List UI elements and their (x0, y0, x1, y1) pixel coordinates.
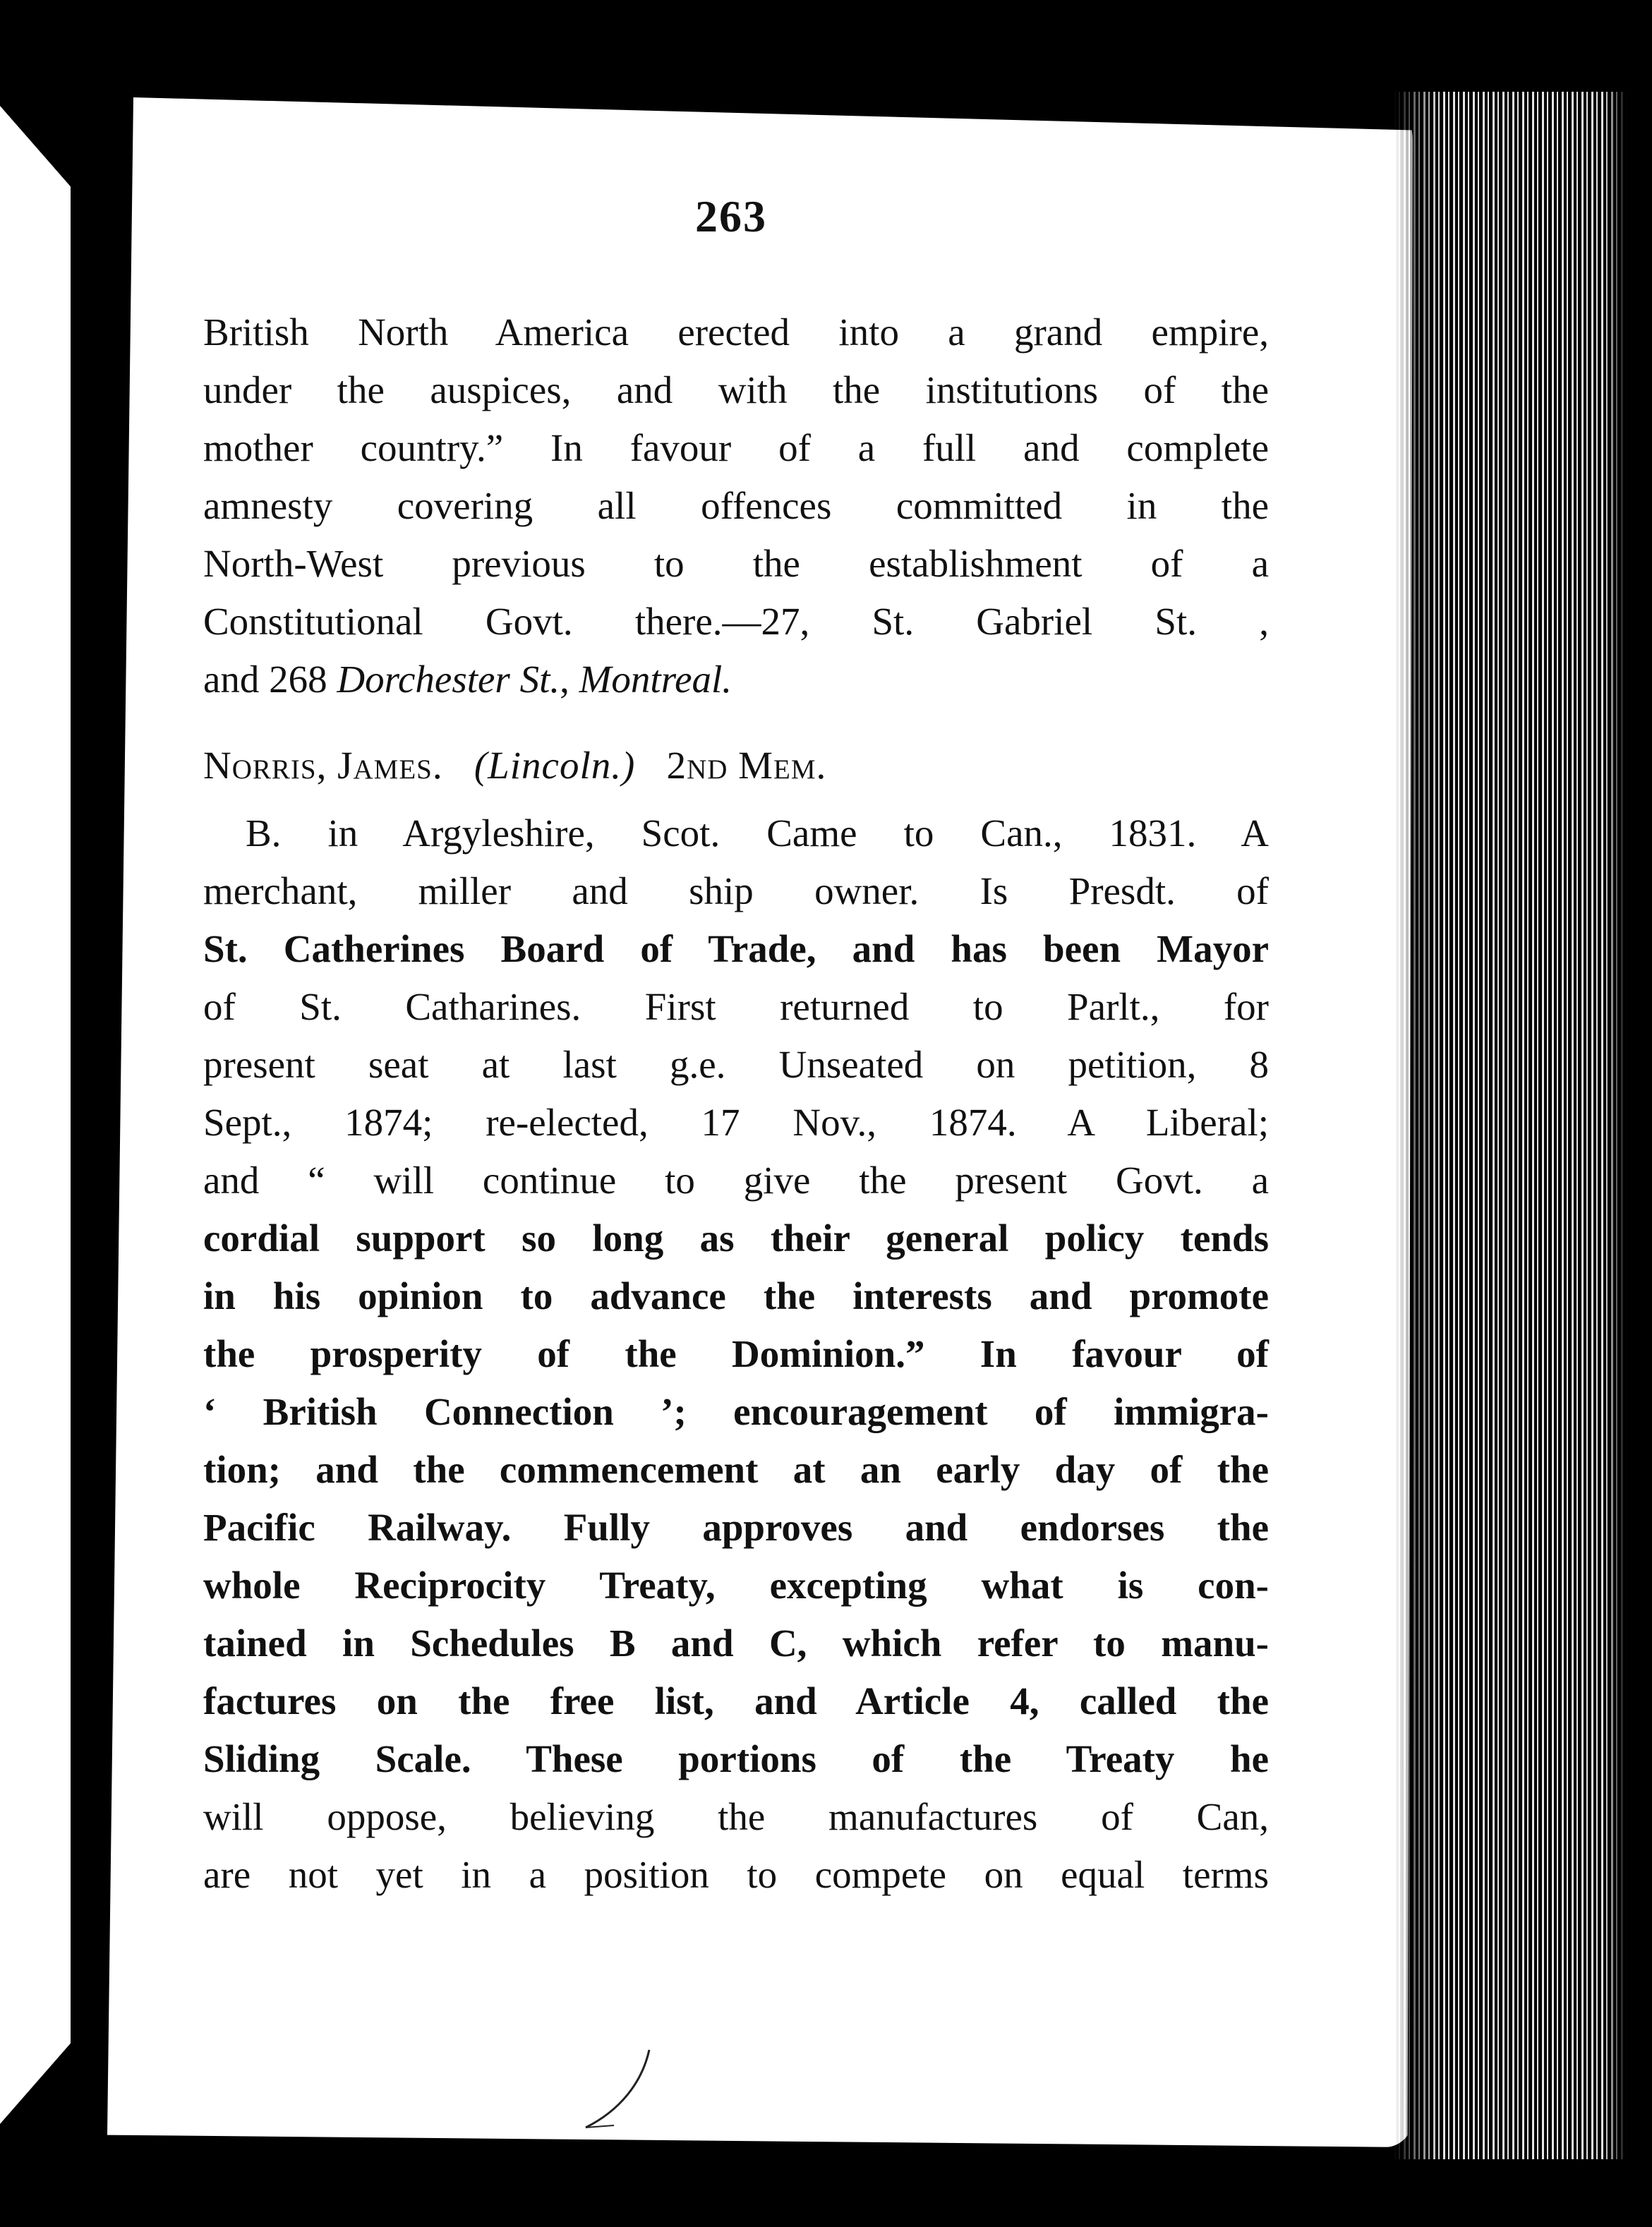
member-riding: (Lincoln.) (474, 744, 636, 787)
text-line: are not yet in a position to compete on equal terms (203, 1853, 1269, 1896)
text-line: North-West previous to the establishment of a (203, 542, 1269, 585)
address-city: Montreal. (579, 658, 732, 701)
address-prefix: and 268 (203, 658, 337, 701)
text-line: mother country.” In favour of a full and complete (203, 426, 1269, 469)
text-line: and “ will continue to give the present Govt. a (203, 1159, 1269, 1202)
text-line: amnesty covering all offences committed in the (203, 484, 1269, 527)
pen-stroke-mark (579, 2046, 656, 2131)
page-number: 263 (695, 191, 767, 241)
text-line: Pacific Railway. Fully approves and endorses the (203, 1506, 1269, 1549)
text-line: under the auspices, and with the institutions of the (203, 368, 1269, 411)
text-line: Sliding Scale. These portions of the Treaty he (203, 1737, 1269, 1780)
member-name: Norris, James. (203, 744, 443, 787)
member-seat: 2nd Mem. (666, 744, 827, 787)
text-line: B. in Argyleshire, Scot. Came to Can., 1831. A (246, 811, 1269, 855)
entry-heading (203, 737, 1269, 795)
text-line: will oppose, believing the manufactures of Can, (203, 1795, 1269, 1838)
text-line: in his opinion to advance the interests and promote (203, 1274, 1269, 1317)
text-line: of St. Catharines. First returned to Parlt., for (203, 985, 1269, 1028)
text-line: cordial support so long as their general policy tends (203, 1217, 1269, 1260)
text-line: Constitutional Govt. there.—27, St. Gabriel St. , (203, 600, 1269, 643)
text-line: British North America erected into a grand empire, (203, 310, 1269, 354)
text-line: tained in Schedules B and C, which refer to manu- (203, 1622, 1269, 1665)
text-line: the prosperity of the Dominion.” In favour of (203, 1332, 1269, 1375)
text-line: whole Reciprocity Treaty, excepting what is con- (203, 1564, 1269, 1607)
text-line: present seat at last g.e. Unseated on petition, 8 (203, 1043, 1269, 1086)
text-line: ‘ British Connection ’; encouragement of immigra- (203, 1390, 1269, 1433)
text-line: St. Catherines Board of Trade, and has been Mayor (203, 927, 1269, 970)
page-block-edge (1394, 92, 1627, 2159)
text-line: Sept., 1874; re-elected, 17 Nov., 1874. A Liberal; (203, 1101, 1269, 1144)
address-separator: , (560, 658, 579, 701)
text-line: factures on the free list, and Article 4, called the (203, 1679, 1269, 1722)
facing-page-edge (0, 106, 71, 2124)
address-line (203, 651, 1269, 708)
text-line: merchant, miller and ship owner. Is Presdt. of (203, 869, 1269, 912)
address-street: Dorchester St. (337, 658, 560, 701)
text-line: tion; and the commencement at an early day of the (203, 1448, 1269, 1491)
page-text (203, 303, 1269, 1904)
